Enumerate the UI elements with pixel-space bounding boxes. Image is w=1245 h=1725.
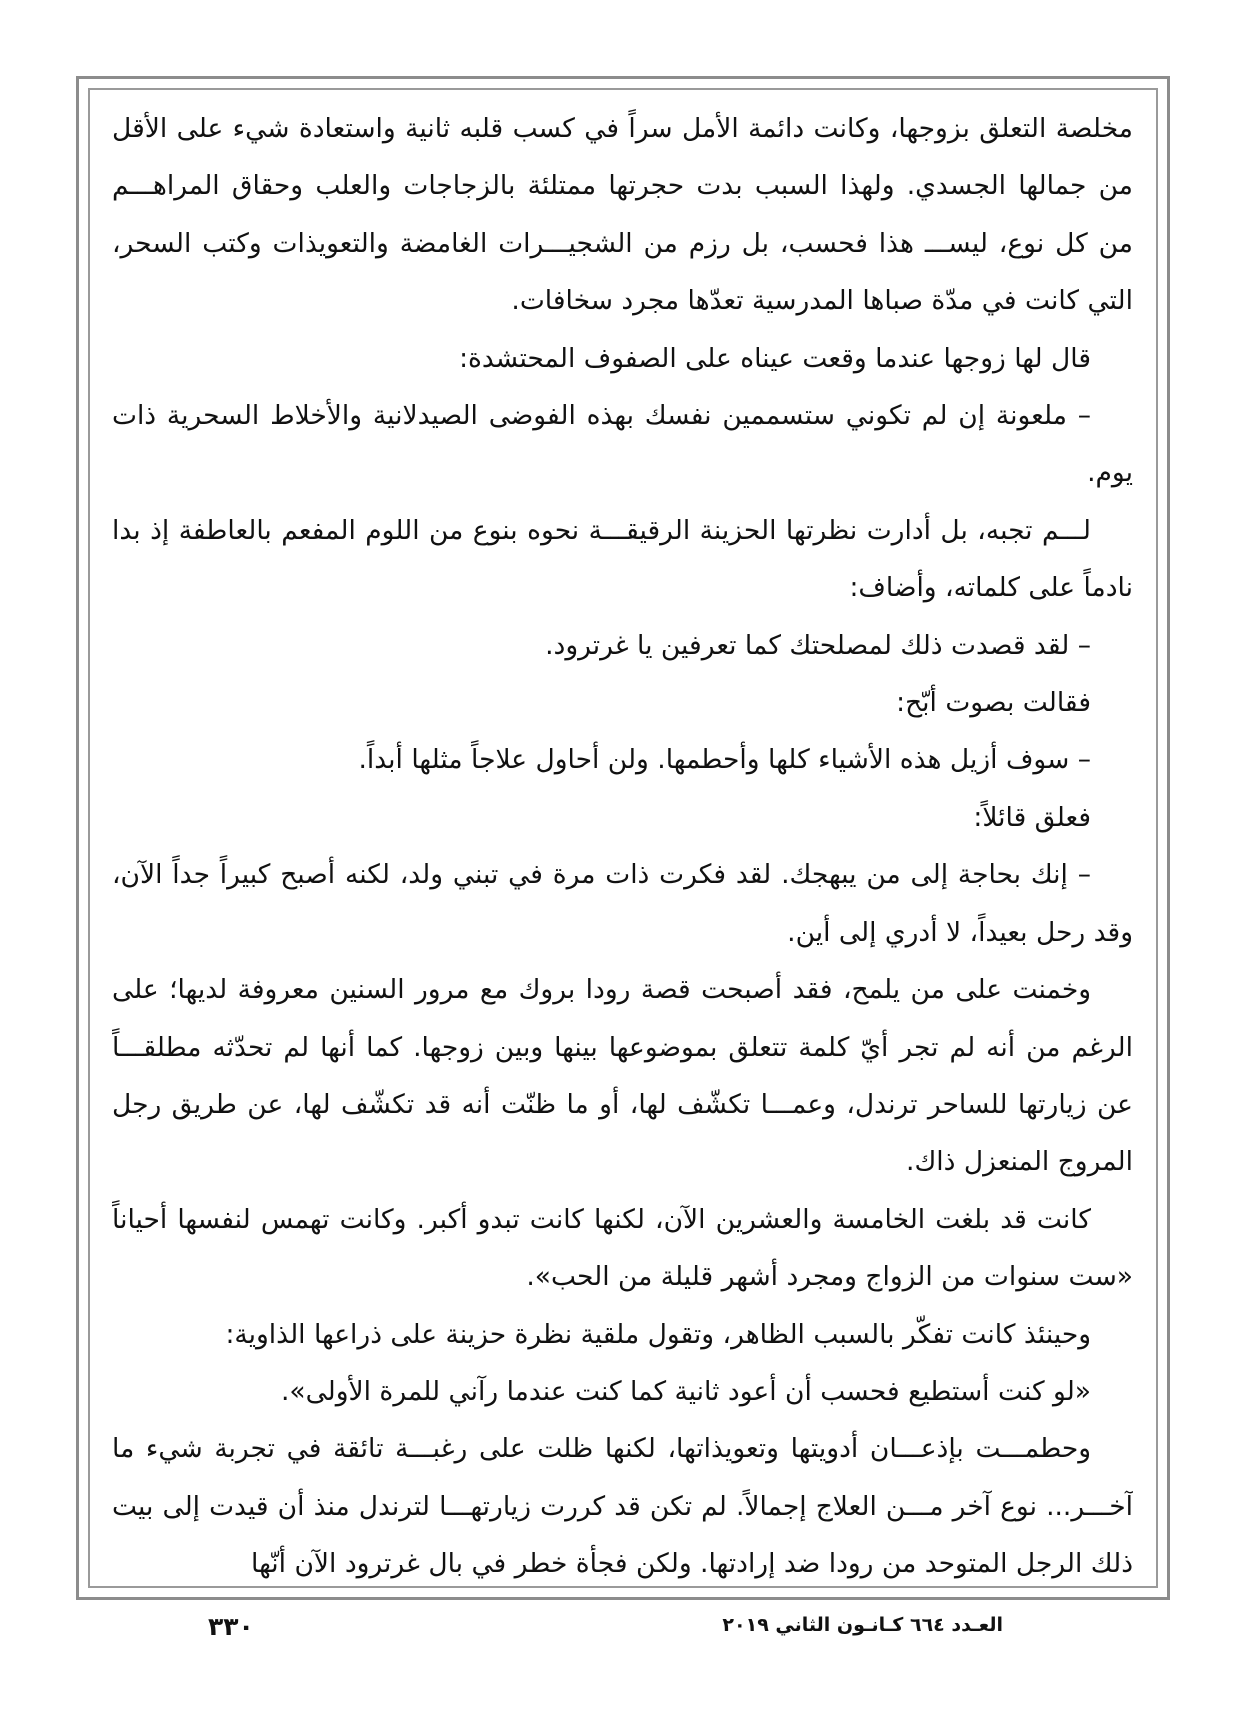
paragraph: وحينئذ كانت تفكّر بالسبب الظاهر، وتقول ملقية نظرة حزينة على ذراعها الذاوية:: [225, 1318, 1091, 1350]
paragraph: – لقد قصدت ذلك لمصلحتك كما تعرفين يا غرترود.: [545, 629, 1091, 661]
paragraph: – سوف أزيل هذه الأشياء كلها وأحطمها. ولن أحاول علاجاً مثلها أبداً.: [358, 744, 1091, 776]
paragraph: قال لها زوجها عندما وقعت عيناه على الصفوف المحتشدة:: [459, 342, 1091, 374]
article-body: [112, 100, 1133, 1580]
issue-info: العـدد ٦٦٤ كـانـون الثاني ٢٠١٩: [722, 1614, 1003, 1636]
paragraph: «لو كنت أستطيع فحسب أن أعود ثانية كما كنت عندما رآني للمرة الأولى».: [280, 1375, 1091, 1407]
paragraph: فقالت بصوت أبّح:: [896, 687, 1091, 719]
paragraph: فعلق قائلاً:: [973, 801, 1091, 833]
paragraph: – ملعونة إن لم تكوني ستسممين نفسك بهذه الفوضى الصيدلانية والأخلاط السحرية ذات يوم.: [112, 400, 1133, 489]
paragraph: وخمنت على من يلمح، فقد أصبحت قصة رودا بروك مع مرور السنين معروفة لديها؛ على الرغم من أنه لم تجر أيّ كلمة تتعلق بموضوعها بينها وبين زوجها. كما أنها لم تحدّثه مطلقـــاً عن زيارتها للساحر ترندل، وعمـــا تكشّف لها، أو ما ظنّت أنه قد تكشّف لها، عن طريق رجل المروج المنعزل ذاك.: [112, 974, 1133, 1178]
paragraph: مخلصة التعلق بزوجها، وكانت دائمة الأمل سراً في كسب قلبه ثانية واستعادة شيء على الأقل من جمالها الجسدي. ولهذا السبب بدت حجرتها ممتلئة بالزجاجات والعلب وحقاق المراهـــم من كل نوع، ليســـ هذا فحسب، بل رزم من الشجيـــرات الغامضة والتعويذات وكتب السحر، التي كانت في مدّة صباها المدرسية تعدّها مجرد سخافات.: [112, 113, 1133, 317]
paragraph: – إنك بحاجة إلى من يبهجك. لقد فكرت ذات مرة في تبني ولد، لكنه أصبح كبيراً جداً الآن، وقد رحل بعيداً، لا أدري إلى أين.: [112, 859, 1133, 948]
page-number: ٣٣٠: [208, 1612, 254, 1641]
paragraph: كانت قد بلغت الخامسة والعشرين الآن، لكنها كانت تبدو أكبر. وكانت تهمس لنفسها أحياناً «ست سنوات من الزواج ومجرد أشهر قليلة من الحب».: [112, 1203, 1133, 1293]
paragraph: لـــم تجبه، بل أدارت نظرتها الحزينة الرقيقـــة نحوه بنوع من اللوم المفعم بالعاطفة إذ بدا نادماً على كلماته، وأضاف:: [112, 514, 1133, 604]
paragraph: وحطمـــت بإذعـــان أدويتها وتعويذاتها، لكنها ظلت على رغبـــة تائقة في تجربة شيء ما آخـــر... نوع آخر مـــن العلاج إجمالاً. لم تكن قد كررت زيارتهـــا لترندل منذ أن قيدت إلى بيت ذلك الرجل المتوحد من رودا ضد إرادتها. ولكن فجأة خطر في بال غرترود الآن أنّها: [112, 1433, 1133, 1580]
